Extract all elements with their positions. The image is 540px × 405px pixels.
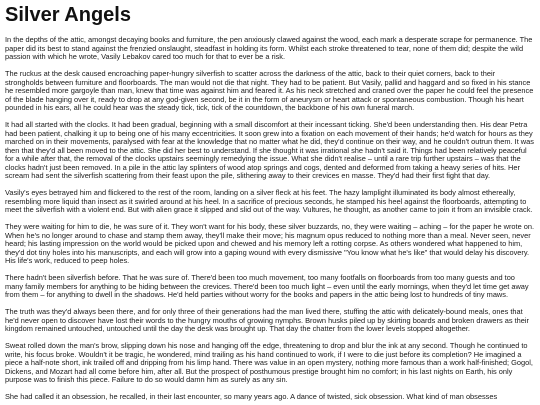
paragraph: They were waiting for him to die, he was sure of it. They won't want for his body, these silver buzzards, no, they were waiting – aching – for the paper he wrote on. When he's no longer around to chase and stamp them away, they'll make their move; his magnum opus reduced to nothing more than a meal. Never seen, never heard; his lasting impression on the world would be picked upon and chewed and his memory left a rotting corpse. As others wondered what happened to him, they'd dot tiny holes into his manuscripts, and each will grow into a gaping wound with every dismissive "You know what he's like" that would delay his discovery. His life's work, reduced to peep holes. [5, 222, 535, 265]
paragraph: Vasily's eyes betrayed him and flickered to the rest of the room, landing on a silver fleck at his feet. The hazy lamplight illuminated its body almost ethereally, resembling more liquid than insect as it swirled around at his heel. In a sacrifice of precious seconds, he stamped his heel against the floorboards, attempting to meet the silverfish with a violent end. But with alien grace it slipped and slid out of the way. Vultures, he thought, as another came to join it from an invisible crack. [5, 188, 533, 214]
paragraph: It had all started with the clocks. It had been gradual, beginning with a small discomfort at their incessant ticking. She'd been understanding then. His dear Petra had been patient, chalking it up to being one of his many eccentricities. It soon grew into a fixation on each movement of their hands; he'd watch for hours as they marched on in their movements, paralysed with fear at the knowledge that no matter what he did, they'd continue on their way, and he couldn't outrun them. It was then that they'd all been moved to the attic. She did her best to understand. If she thought it was irrational she hadn't said it. Things had been relatively peaceful for a while after that, the removal of the clocks upstairs seemingly remedying the issue. What she didn't realise – until a rare trip further upstairs – was that the clocks hadn't just been removed. In a pile in the attic lay splinters of wood atop springs and cogs, dented and deformed from taking a heavy series of hits. Her scream had sent the silverfish scattering from their feast upon the pile, slithering away to their crevices en masse. They'd had their first fight that day. [5, 120, 534, 180]
paragraph: There hadn't been silverfish before. That he was sure of. There'd been too much movement, too many footfalls on floorboards from too many guests and too many family members for anything to be hiding between the crevices. There'd been too much light – even until the early mornings, when they'd let time get away from them – for anything to dwell in the shadows. He'd held parties without worry for the books and papers in the attic being lost to hundreds of tiny maws. [5, 273, 529, 299]
paragraph: She had called it an obsession, he recalled, in their last encounter, so many years ago. A dance of twisted, sick obsession. What kind of man obsesses [5, 392, 498, 401]
story-title: Silver Angels [5, 4, 131, 26]
paragraph: In the depths of the attic, amongst decaying books and furniture, the pen anxiously clawed against the wood, each mark a desperate scrape for permanence. The paper did its best to stand against the frenzied onslaught, steadfast in holding its form. Whilst each stroke threatened to tear, none of them did; despite the wild passion with which he wrote, Vasily Lebakov cared too much for that to ever be a risk. [5, 35, 533, 61]
paragraph: Sweat rolled down the man's brow, slipping down his nose and hanging off the edge, threatening to drop and blur the ink at any second. Though he continued to write, his focus broke. Wouldn't it be tragic, he wondered, mind trailing as his hand continued to work, if I were to die just before its completion? He imagined a piece a half-note short, ink trailed off and dripping from his limp hand. There was value in an open mystery, nothing more famous than a work half-finished; Gogol, Dickens, and Mozart had all come before him, after all. But the prospect of posthumous prestige brought him no comfort; in his last nights on Earth, his only purpose was to finish this piece. Failure to do so would damn him as surely as any sin. [5, 341, 533, 384]
paragraph: The ruckus at the desk caused encroaching paper-hungry silverfish to scatter across the darkness of the attic, back to their quiet corners, back to their strongholds between furniture and floorboards. The man would not die that night. They had to be patient. But Vasily, pallid and haggard and so fixed in his stance he resembled more gargoyle than man, knew that time was against him and feared it. As his neck stretched and craned over the paper he could feel the presence of the blade hanging over it, ready to drop at any god-given second, be it in the form of aneurysm or heart attack or spontaneous combustion. Though his heart pounded in his ears, all he could hear was the steady tick, tick, tick of the countdown, the backbone of his own funeral march. [5, 69, 534, 112]
paragraph: The truth was they'd always been there, and for only three of their generations had the man lived there, stuffing the attic with delicately-bound meals, ones that he'd never open to discover have lost their words to the hungry mouths of growing nymphs. Brown husks piled up by skirting boards and broken drawers as their kingdom remained untouched, untouched until the day the desk was brought up. That day the chatter from the lower levels stopped altogether. [5, 307, 529, 333]
